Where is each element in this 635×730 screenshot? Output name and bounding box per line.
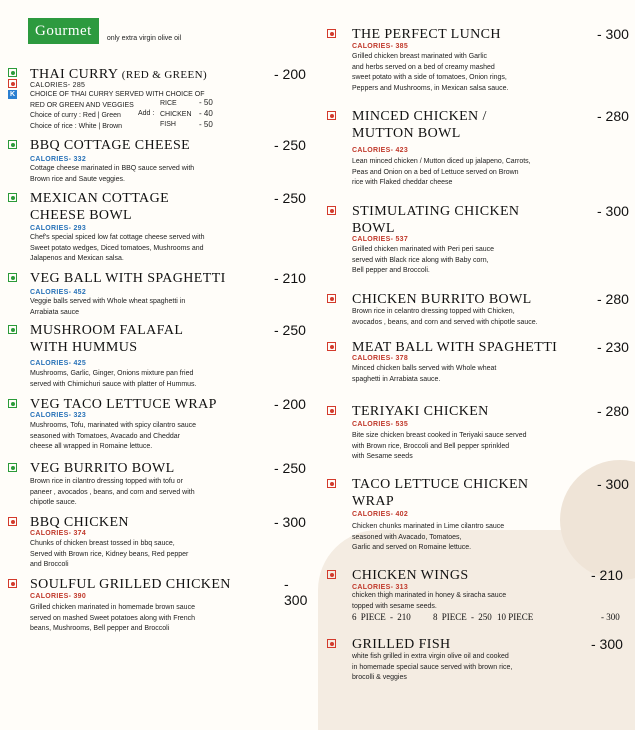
item-description: chicken thigh marinated in honey & siracha sauce topped with sesame seeds. [352,592,507,610]
item-description: Grilled chicken marinated in homemade brown sauce served on mashed Sweet potatoes along with French beans, Mushrooms, Bell pepper and Broccoli [30,604,195,632]
menu-item-veg-ball-spaghetti [8,270,310,315]
piece-option-10: 10 PIECE [497,612,534,622]
section-note: only extra virgin olive oil [106,35,182,42]
item-title: BBQ CHICKEN [30,515,129,530]
menu-item-taco-lettuce-chicken-wrap [327,476,632,556]
item-calories: CALORIES- 385 [352,43,409,50]
item-calories: CALORIES- 425 [30,360,87,367]
menu-item-meat-ball-spaghetti [327,339,632,389]
item-price: - 250 [274,460,306,476]
non-veg-icon [327,639,336,648]
non-veg-icon [327,342,336,351]
menu-item-bbq-chicken [8,514,310,574]
item-title: TERIYAKI CHICKEN [352,404,489,419]
item-title: STIMULATING CHICKEN BOWL [352,204,520,236]
menu-item-veg-burrito-bowl [8,460,310,510]
item-price: - 230 [597,339,629,355]
item-title: MEAT BALL WITH SPAGHETTI [352,340,558,355]
item-title: CHICKEN WINGS [352,568,469,583]
veg-icon [8,68,17,77]
item-description: Mushrooms, Tofu, marinated with spicy cilantro sauce seasoned with Tomatoes, Avacado and Cheddar cheese all wrapped in Romaine lettuce. [30,422,196,450]
item-calories: CALORIES- 323 [30,412,87,419]
item-title: MINCED CHICKEN / MUTTON BOWL [352,109,487,141]
item-title: VEG TACO LETTUCE WRAP [30,397,217,412]
item-calories: CALORIES- 452 [30,289,87,296]
item-description: Lean minced chicken / Mutton diced up jalapeno, Carrots, Peas and Onion on a bed of Lettuce served on Brown rice with Flaked cheddar cheese [352,158,531,186]
addon-names: RICE CHICKEN FISH [160,100,192,128]
menu-item-minced-chicken-mutton-bowl [327,108,632,193]
item-title: MUSHROOM FALAFAL WITH HUMMUS [30,323,184,355]
item-description: Veggie balls served with Whole wheat spaghetti in Arrabiata sauce [30,298,186,316]
piece-option-6: 6 PIECE - 210 [352,612,411,622]
non-veg-icon [327,294,336,303]
item-title: THAI CURRY (RED & GREEN) [30,67,208,82]
item-calories: CALORIES- 285 [30,82,86,89]
veg-icon [8,140,17,149]
non-veg-icon [327,479,336,488]
veg-icon [8,463,17,472]
item-description: Minced chicken balls served with Whole wheat spaghetti in Arrabiata sauce. [352,365,497,383]
item-price: - 300 [284,576,308,608]
item-price: - 300 [591,636,623,652]
item-description: Bite size chicken breast cooked in Teriyaki sauce served with Brown rice, Broccoli and Bell pepper sprinkled with Sesame seeds [352,432,527,460]
non-veg-icon [327,111,336,120]
menu-item-veg-taco-lettuce-wrap [8,396,310,456]
item-price: - 300 [274,514,306,530]
item-calories: CALORIES- 293 [30,225,87,232]
menu-item-soulful-grilled-chicken [8,576,310,636]
item-calories: CALORIES- 374 [30,530,87,537]
veg-icon [8,399,17,408]
non-veg-icon [327,570,336,579]
menu-item-mushroom-falafal [8,322,310,392]
k-badge-icon: K [9,91,16,98]
add-label: Add : [138,110,155,117]
item-price: - 200 [274,396,306,412]
item-description: Chunks of chicken breast tossed in bbq sauce, Served with Brown rice, Kidney beans, Red pepper and Broccoli [30,540,189,568]
item-title: CHICKEN BURRITO BOWL [352,292,532,307]
item-calories: CALORIES- 402 [352,511,409,518]
non-veg-icon [327,29,336,38]
item-title: GRILLED FISH [352,637,451,652]
item-title: BBQ COTTAGE CHEESE [30,138,191,153]
item-calories: CALORIES- 423 [352,147,409,154]
item-price: - 250 [274,137,306,153]
menu-item-stimulating-chicken-bowl [327,203,632,283]
menu-item-mexican-cottage-cheese-bowl [8,190,310,265]
item-description: Mushrooms, Garlic, Ginger, Onions mixture pan fried served with Chimichuri sauce with platter of Hummus. [30,370,197,388]
section-header [28,18,181,44]
item-description: Chef's special spiced low fat cottage cheese served with Sweet potato wedges, Diced tomatoes, Mushrooms and Jalapenos and Mexican salsa. [30,234,205,262]
item-price: - 280 [597,108,629,124]
item-price: - 280 [597,403,629,419]
item-price: - 300 [597,203,629,219]
item-description: Chicken chunks marinated in Lime cilantro sauce seasoned with Avacado, Tomatoes, Garlic and served on Romaine lettuce. [352,523,505,551]
item-description: Brown rice in celantro dressing topped with Chicken, avocados , beans, and corn and served with chipotle sauce. [352,308,538,326]
menu-item-grilled-fish [327,636,632,696]
item-price: - 250 [274,190,306,206]
piece-option-8: 8 PIECE - 250 [433,612,492,622]
item-title: THE PERFECT LUNCH [352,27,501,42]
menu-item-perfect-lunch [327,26,632,101]
item-description: Brown rice in cilantro dressing topped with tofu or paneer , avocados , beans, and corn and served with chipotle sauce. [30,478,195,506]
item-price: - 250 [274,322,306,338]
item-title: VEG BALL WITH SPAGHETTI [30,271,226,286]
addon-prices: - 50 - 40 - 50 [199,98,213,129]
menu-item-chicken-wings [327,567,632,627]
item-title: SOULFUL GRILLED CHICKEN [30,577,231,592]
item-description: Cottage cheese marinated in BBQ sauce served with Brown rice and Saute veggies. [30,165,195,183]
item-description: Grilled chicken marinated with Peri peri sauce served with Black rice along with Baby corn, Bell pepper and Broccoli. [352,246,495,274]
non-veg-icon [327,206,336,215]
item-calories: CALORIES- 313 [352,584,409,591]
item-description: white fish grilled in extra virgin olive oil and cooked in homemade special sauce served with brown rice, brocolli & veggies [352,653,513,681]
item-price: - 200 [274,66,306,82]
item-calories: CALORIES- 537 [352,236,409,243]
non-veg-icon [327,406,336,415]
non-veg-icon [8,79,17,88]
item-title: VEG BURRITO BOWL [30,461,175,476]
veg-icon [8,273,17,282]
section-title: Gourmet [28,18,99,44]
piece-option-10-price: - 300 [601,612,620,622]
non-veg-icon [8,579,17,588]
item-calories: CALORIES- 535 [352,421,409,428]
item-description: CHOICE OF THAI CURRY SERVED WITH CHOICE OF RED OR GREEN AND VEGGIES Choice of curry : Red | Green Choice of rice : White | Brown [30,91,205,130]
item-price: - 300 [597,476,629,492]
menu-item-chicken-burrito-bowl [327,291,632,331]
item-calories: CALORIES- 378 [352,355,409,362]
item-price: - 300 [597,26,629,42]
item-price: - 210 [591,567,623,583]
item-price: - 210 [274,270,306,286]
menu-item-bbq-cottage-cheese [8,137,310,187]
veg-icon [8,193,17,202]
item-calories: CALORIES- 390 [30,593,87,600]
non-veg-icon [8,517,17,526]
item-description: Grilled chicken breast marinated with Garlic and herbs served on a bed of creamy mashed sweet potato with a side of tomatoes, Onion rings, Peppers and Mushrooms, in Mexican salsa sauce. [352,53,509,92]
veg-icon [8,325,17,334]
item-price: - 280 [597,291,629,307]
item-title: TACO LETTUCE CHICKEN WRAP [352,477,529,509]
menu-item-teriyaki-chicken [327,403,632,463]
item-calories: CALORIES- 332 [30,156,87,163]
menu-item-thai-curry [8,66,310,136]
item-title: MEXICAN COTTAGE CHEESE BOWL [30,191,170,223]
